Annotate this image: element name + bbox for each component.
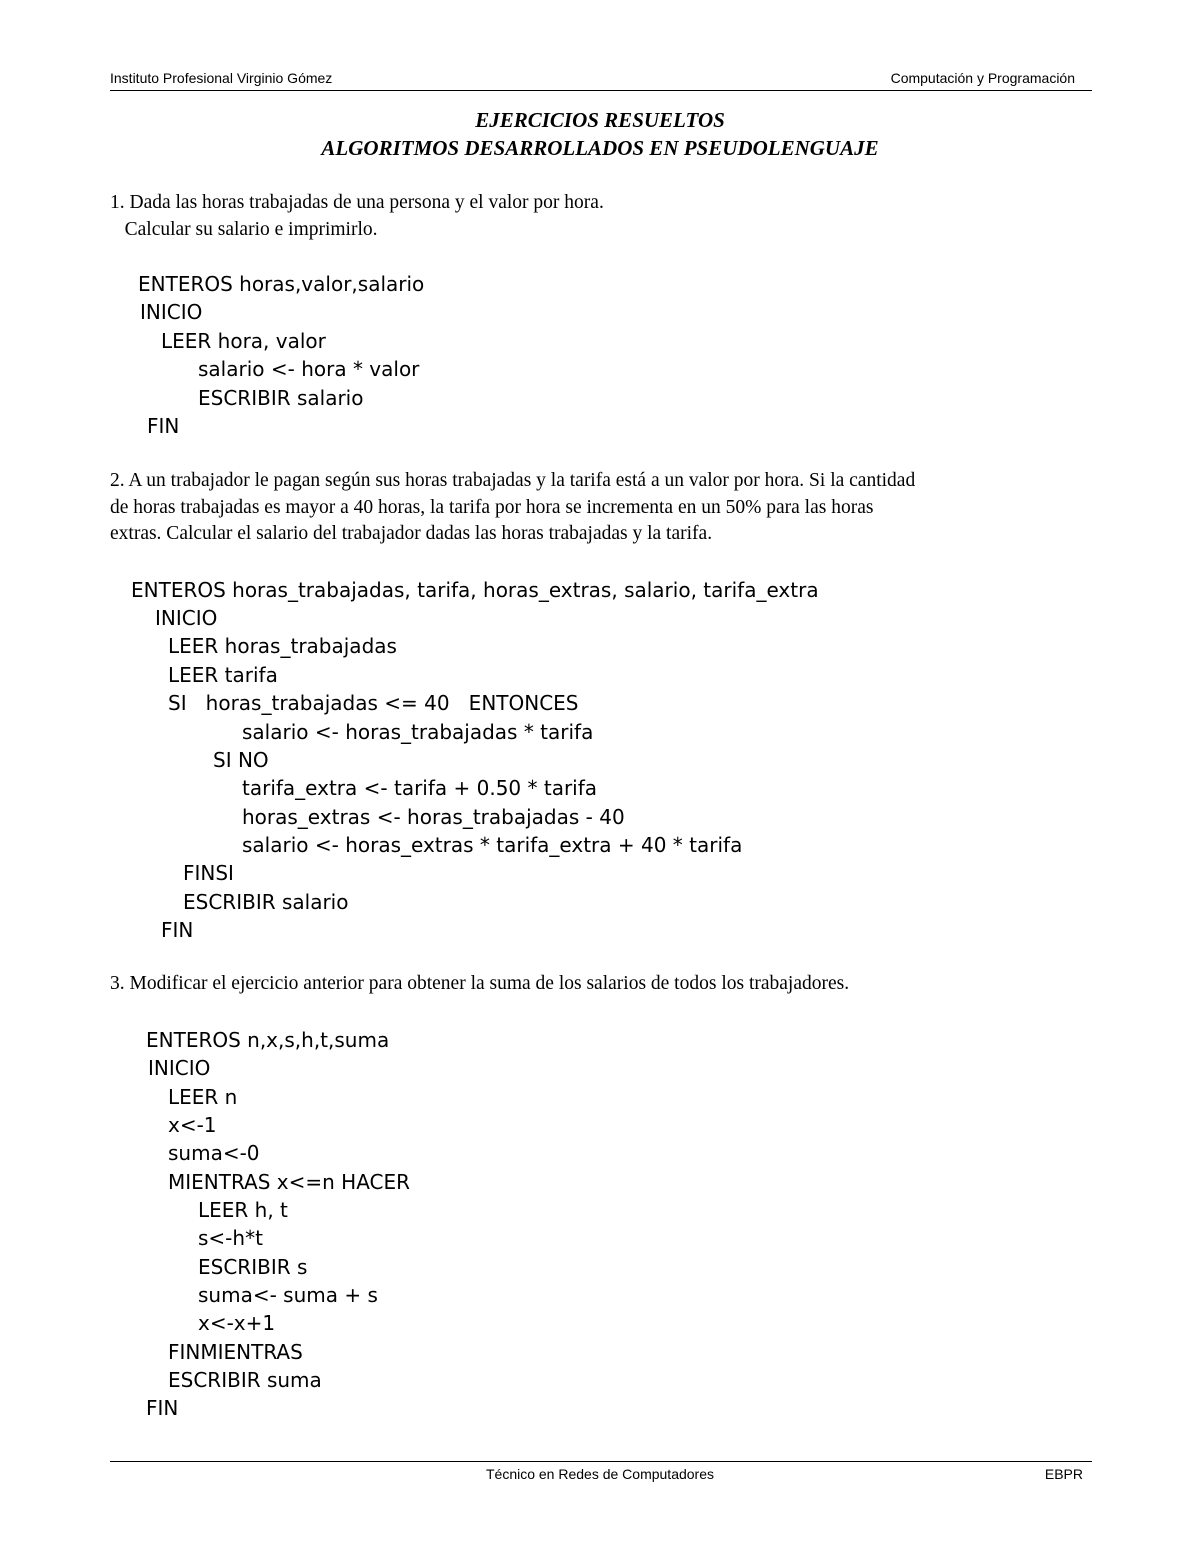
code-line: salario <- horas_extras * tarifa_extra + 40 * tarifa [242,833,743,857]
code-line: FIN [161,918,194,942]
header-course: Computación y Programación [890,70,1075,86]
code-line: FINMIENTRAS [168,1340,303,1364]
code-line: ENTEROS horas_trabajadas, tarifa, horas_extras, salario, tarifa_extra [131,578,819,602]
statement-line: Calcular su salario e imprimirlo. [110,218,378,240]
code-line: LEER horas_trabajadas [168,634,397,658]
code-line: LEER n [168,1085,238,1109]
code-line: ESCRIBIR s [198,1255,308,1279]
code-line: SI horas_trabajadas <= 40 ENTONCES [168,691,579,715]
footer-rule [110,1461,1092,1462]
statement-line: extras. Calcular el salario del trabajador dadas las horas trabajadas y la tarifa. [110,523,713,544]
code-line: ESCRIBIR suma [168,1368,322,1392]
footer-program: Técnico en Redes de Computadores [485,1466,715,1482]
header-institution: Instituto Profesional Virginio Gómez [110,70,333,86]
statement-line: 2. A un trabajador le pagan según sus horas trabajadas y la tarifa está a un valor por hora. Si la cantidad [110,470,916,491]
document-title: EJERCICIOS RESUELTOS [475,108,725,132]
code-line: tarifa_extra <- tarifa + 0.50 * tarifa [242,776,598,800]
code-line: LEER h, t [198,1198,288,1222]
code-line: MIENTRAS x<=n HACER [168,1170,411,1194]
header-rule [110,90,1092,91]
statement-line: 3. Modificar el ejercicio anterior para obtener la suma de los salarios de todos los trabajadores. [110,973,850,994]
code-line: salario <- horas_trabajadas * tarifa [242,720,594,744]
exercise-2-statement [110,468,1100,548]
code-line: LEER hora, valor [161,329,326,353]
code-line: suma<- suma + s [198,1283,378,1307]
code-line: horas_extras <- horas_trabajadas - 40 [242,805,625,829]
statement-line: de horas trabajadas es mayor a 40 horas, la tarifa por hora se incrementa en un 50% para las horas [110,496,874,518]
code-line: INICIO [148,1056,211,1080]
code-line: SI NO [213,748,269,772]
code-line: FIN [147,414,180,438]
code-line: ESCRIBIR salario [198,386,364,410]
code-line: salario <- hora * valor [198,357,420,381]
code-line: LEER tarifa [168,663,278,687]
code-line: s<-h*t [198,1226,263,1250]
statement-line: 1. Dada las horas trabajadas de una persona y el valor por hora. [110,192,604,213]
code-line: ENTEROS n,x,s,h,t,suma [146,1028,390,1052]
code-line: FINSI [183,861,234,885]
exercise-1-statement [110,190,1100,243]
exercise-3-statement [110,971,1100,998]
code-line: INICIO [140,300,203,324]
document-subtitle: ALGORITMOS DESARROLLADOS EN PSEUDOLENGUAJE [321,136,879,160]
code-line: ENTEROS horas,valor,salario [138,272,425,296]
code-line: x<-1 [168,1113,217,1137]
code-line: INICIO [155,606,218,630]
footer-initials: EBPR [1044,1466,1083,1482]
code-line: x<-x+1 [198,1311,276,1335]
code-line: FIN [146,1396,179,1420]
code-line: ESCRIBIR salario [183,890,349,914]
code-line: suma<-0 [168,1141,260,1165]
